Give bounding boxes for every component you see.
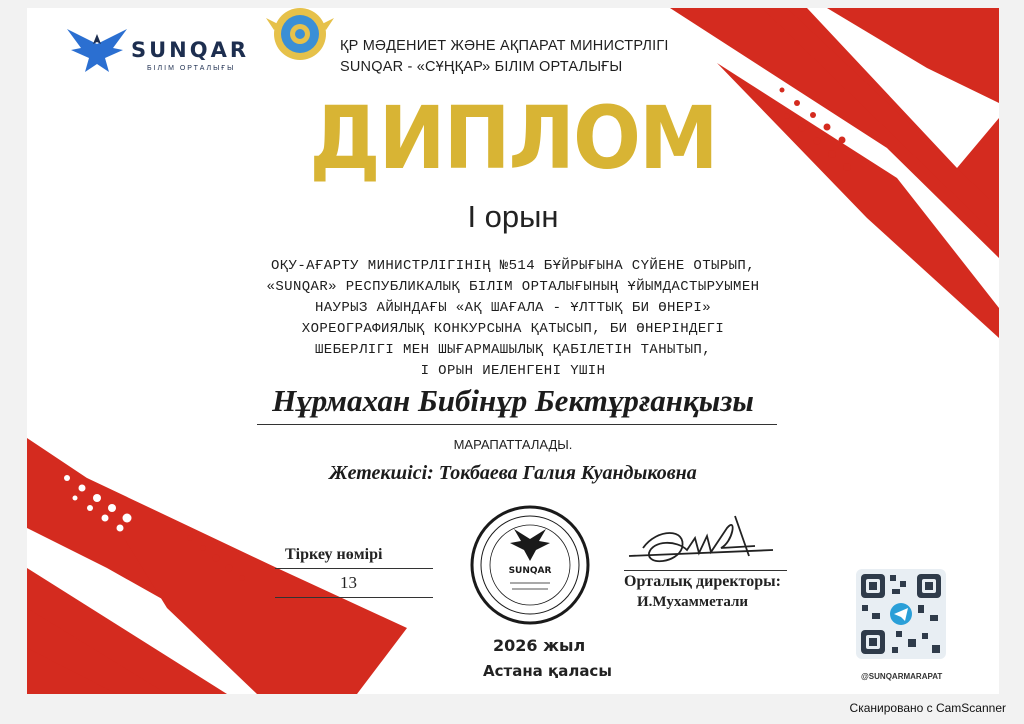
ministry-line-2: SUNQAR - «СҰҢҚАР» БІЛІМ ОРТАЛЫҒЫ [340, 59, 623, 75]
logo-subtitle: БІЛІМ ОРТАЛЫҒЫ [147, 65, 236, 72]
director-label: Орталық директоры: [624, 573, 781, 590]
state-emblem-icon [266, 8, 334, 60]
diploma-sheet [27, 8, 999, 694]
awarded-text: МАРАПАТТАЛАДЫ. [453, 437, 573, 452]
scanner-watermark: Сканировано с CamScanner [849, 701, 1006, 715]
recipient-name: Нұрмахан Бибінұр Бектұрғанқызы [272, 383, 754, 418]
ministry-line-1: ҚР МӘДЕНИЕТ ЖӘНЕ АҚПАРАТ МИНИСТРЛІГІ [340, 38, 669, 54]
logo-wordmark: SUNQAR [131, 38, 250, 62]
registration-line-bottom [275, 597, 433, 598]
director-name: И.Мухамметали [637, 594, 749, 610]
award-reason-text [147, 256, 879, 382]
seal-text: SUNQAR [508, 566, 552, 576]
qr-handle: @SUNQARMARAPAT [861, 672, 943, 681]
sunqar-bird-logo [67, 29, 127, 72]
body-line: ОҚУ-АҒАРТУ МИНИСТРЛІГІНІҢ №514 БҰЙРЫҒЫНА СҮЙЕНЕ ОТЫРЫП, [270, 258, 756, 274]
registration-line-top [275, 568, 433, 569]
leader-name: Жетекшісі: Токбаева Галия Куандыковна [329, 462, 697, 484]
recipient-underline [257, 424, 777, 425]
registration-label: Тіркеу нөмірі [285, 546, 383, 563]
registration-number: 13 [340, 573, 357, 592]
issue-year: 2026 жыл [493, 636, 586, 655]
director-signature-line [624, 570, 787, 571]
diploma-title: ДИПЛОМ [309, 88, 717, 189]
issue-city: Астана қаласы [483, 662, 612, 680]
director-signature [629, 516, 773, 561]
body-line: ХОРЕОГРАФИЯЛЫҚ КОНКУРСЫНА ҚАТЫСЫП, БИ ӨНЕРІНДЕГІ [301, 321, 725, 337]
qr-code [856, 569, 946, 659]
body-line: ШЕБЕРЛІГІ МЕН ШЫҒАРМАШЫЛЫҚ ҚАБІЛЕТІН ТАНЫТЫП, [314, 342, 712, 358]
body-line: «SUNQAR» РЕСПУБЛИКАЛЫҚ БІЛІМ ОРТАЛЫҒЫНЫҢ ҰЙЫМДАСТЫРУЫМЕН [266, 279, 760, 295]
ministry-heading [340, 36, 669, 78]
body-line: І ОРЫН ИЕЛЕНГЕНІ ҮШІН [420, 363, 606, 379]
place-heading: І орын [467, 199, 559, 234]
body-line: НАУРЫЗ АЙЫНДАҒЫ «АҚ ШАҒАЛА - ҰЛТТЫҚ БИ ӨНЕРІ» [314, 300, 712, 316]
round-seal-stamp [472, 507, 588, 623]
